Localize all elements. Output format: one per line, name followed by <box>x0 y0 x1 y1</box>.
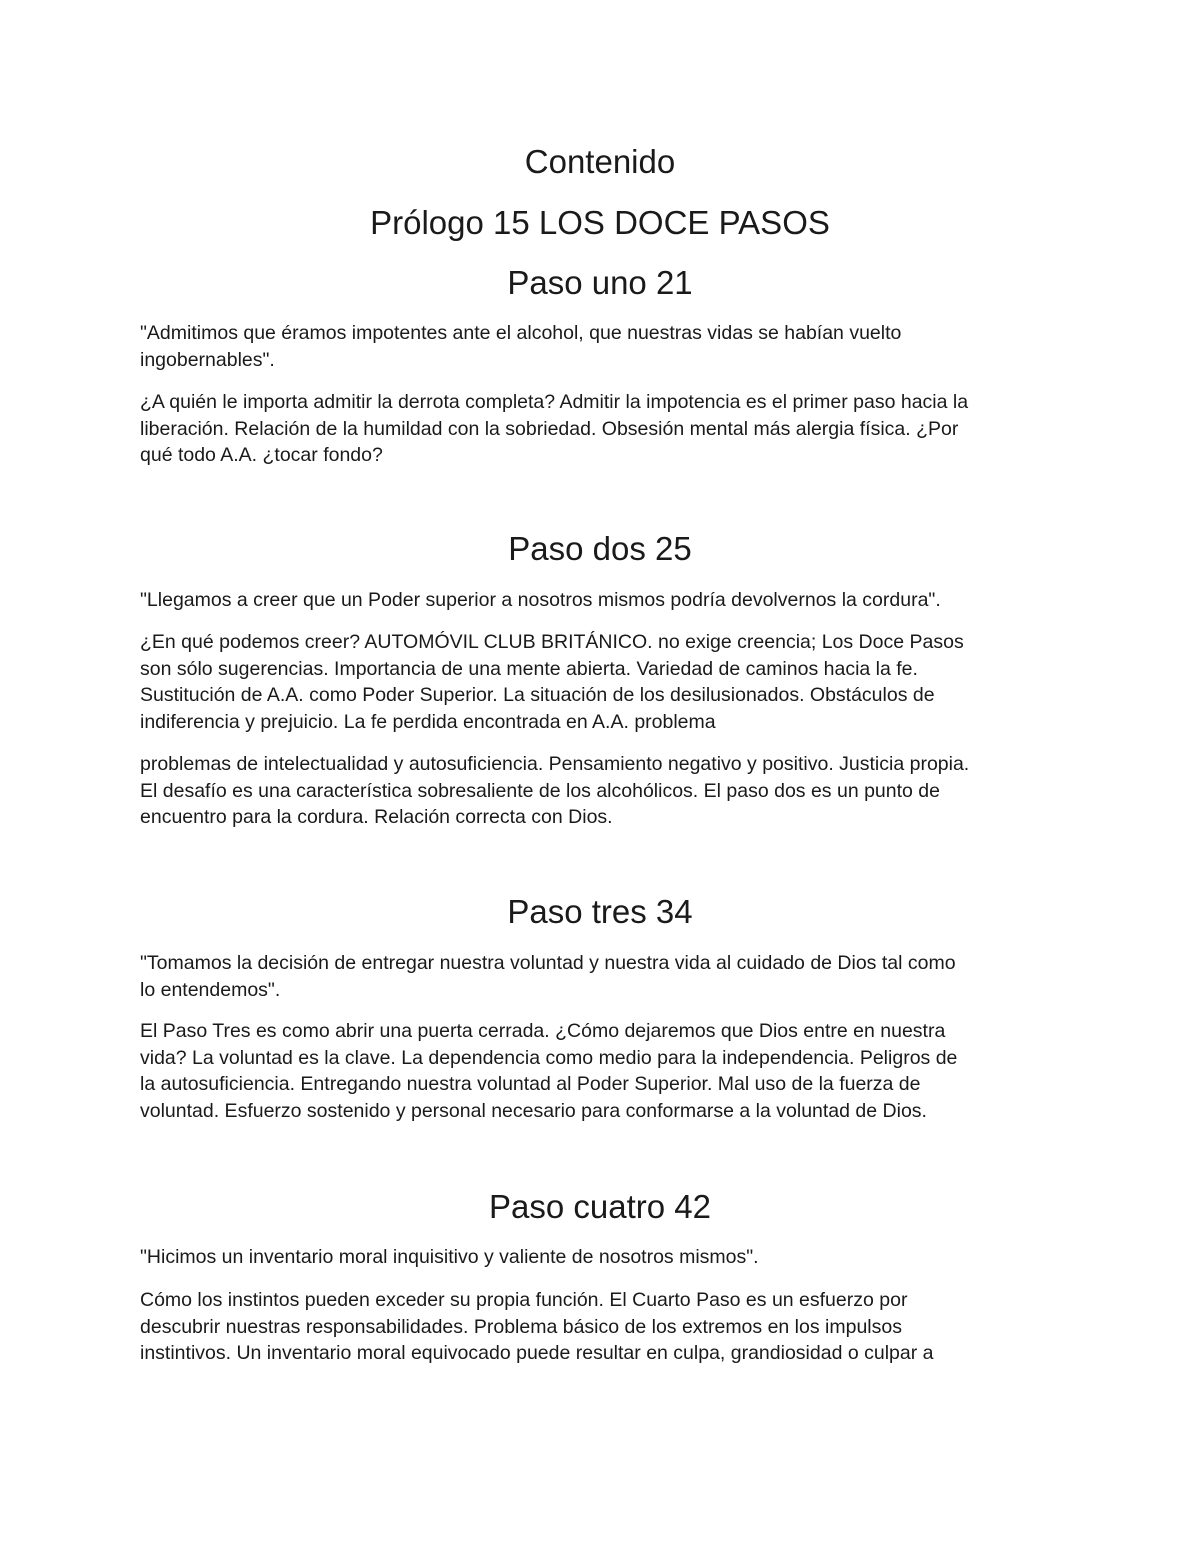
step-1-quote-line: ingobernables". <box>140 348 275 371</box>
step-3-summary-line: El Paso Tres es como abrir una puerta cerrada. ¿Cómo dejaremos que Dios entre en nuestra <box>140 1020 946 1042</box>
step-2-quote <box>140 587 1070 614</box>
step-3-heading: Paso tres 34 <box>507 893 693 930</box>
step-1-quote-line: "Admitimos que éramos impotentes ante el alcohol, que nuestras vidas se habían vuelto <box>140 322 902 344</box>
step-1-summary-line: liberación. Relación de la humildad con la sobriedad. Obsesión mental más alergia física. ¿Por <box>140 417 959 440</box>
document-title: Contenido <box>524 143 676 180</box>
step-1-quote <box>140 320 1070 373</box>
step-2-quote-line: "Llegamos a creer que un Poder superior a nosotros mismos podría devolvernos la cordura". <box>140 589 941 611</box>
step-2-summary-line: indiferencia y prejuicio. La fe perdida encontrada en A.A. problema <box>140 710 716 733</box>
step-3-quote-line: lo entendemos". <box>140 978 281 1001</box>
step-1-summary <box>140 389 1070 469</box>
step-2-summary-line: Sustitución de A.A. como Poder Superior. La situación de los desilusionados. Obstáculos de <box>140 684 935 706</box>
step-2-summary-continued <box>140 751 1070 831</box>
step-4-summary-line: descubrir nuestras responsabilidades. Problema básico de los extremos en los impulsos <box>140 1315 902 1338</box>
step-2-summary-line: ¿En qué podemos creer? AUTOMÓVIL CLUB BRITÁNICO. no exige creencia; Los Doce Pasos <box>140 631 964 653</box>
step-4-summary-line: Cómo los instintos pueden exceder su propia función. El Cuarto Paso es un esfuerzo por <box>140 1289 908 1311</box>
step-2-summary2-line: encuentro para la cordura. Relación correcta con Dios. <box>140 806 613 828</box>
step-4-quote-line: "Hicimos un inventario moral inquisitivo y valiente de nosotros mismos". <box>140 1246 759 1268</box>
step-3-summary-line: la autosuficiencia. Entregando nuestra voluntad al Poder Superior. Mal uso de la fuerza de <box>140 1073 921 1095</box>
step-3-quote-line: "Tomamos la decisión de entregar nuestra voluntad y nuestra vida al cuidado de Dios tal como <box>140 952 956 974</box>
step-1-summary-line: qué todo A.A. ¿tocar fondo? <box>140 444 383 466</box>
step-3-quote <box>140 950 1070 1003</box>
step-1-summary-line: ¿A quién le importa admitir la derrota completa? Admitir la impotencia es el primer paso hacia la <box>140 391 969 413</box>
step-2-summary <box>140 629 1070 735</box>
step-3-summary <box>140 1018 1070 1124</box>
step-4-heading: Paso cuatro 42 <box>489 1188 711 1225</box>
step-2-heading: Paso dos 25 <box>508 530 692 567</box>
step-4-summary-line: instintivos. Un inventario moral equivocado puede resultar en culpa, grandiosidad o culpar a <box>140 1342 934 1364</box>
step-2-summary2-line: problemas de intelectualidad y autosuficiencia. Pensamiento negativo y positivo. Justicia propia. <box>140 753 970 775</box>
prologue-heading: Prólogo 15 LOS DOCE PASOS <box>370 204 830 241</box>
step-3-summary-line: voluntad. Esfuerzo sostenido y personal necesario para conformarse a la voluntad de Dios. <box>140 1099 927 1122</box>
step-4-summary <box>140 1287 1070 1367</box>
step-1-heading: Paso uno 21 <box>507 264 693 301</box>
step-3-summary-line: vida? La voluntad es la clave. La dependencia como medio para la independencia. Peligros de <box>140 1046 958 1069</box>
step-2-summary2-line: El desafío es una característica sobresaliente de los alcohólicos. El paso dos es un punto de <box>140 779 940 802</box>
step-2-summary-line: son sólo sugerencias. Importancia de una mente abierta. Variedad de caminos hacia la fe. <box>140 657 918 680</box>
step-4-quote <box>140 1244 1070 1271</box>
